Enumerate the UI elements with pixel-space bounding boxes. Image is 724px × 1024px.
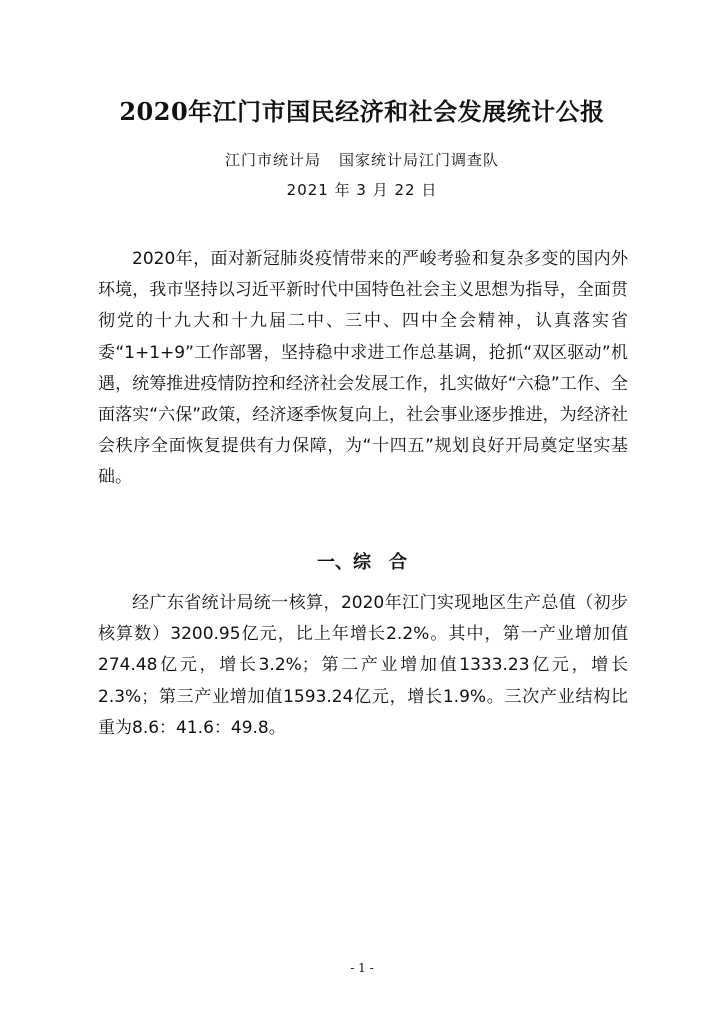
section-heading-overview: 一、综 合 <box>317 552 407 573</box>
overview-paragraph: 经广东省统计局统一核算，2020年江门实现地区生产总值（初步核算数）3200.95亿元，比上年增长2.2%。其中，第一产业增加值274.48亿元，增长3.2%；第二产业增加值1333.23亿元，增长2.3%；第三产业增加值1593.24亿元，增长1.9%。三次产业结构比重为8.6：41.6：49.8。 <box>98 593 628 738</box>
page-title: 2020年江门市国民经济和社会发展统计公报 <box>119 97 605 126</box>
agency-survey-team: 国家统计局江门调查队 <box>339 151 500 169</box>
intro-paragraph: 2020年，面对新冠肺炎疫情带来的严峻考验和复杂多变的国内外环境，我市坚持以习近平新时代中国特色社会主义思想为指导，全面贯彻党的十九大和十九届二中、三中、四中全会精神，认真落实省委“1+1+9”工作部署，坚持稳中求进工作总基调，抢抓“双区驱动”机遇，统筹推进疫情防控和经济社会发展工作，扎实做好“六稳”工作、全面落实“六保”政策，经济逐季恢复向上，社会事业逐步推进，为经济社会秩序全面恢复提供有力保障，为“十四五”规划良好开局奠定坚实基础。 <box>98 249 628 488</box>
page-number: - 1 - <box>350 961 374 975</box>
publish-date: 2021 年 3 月 22 日 <box>286 181 438 199</box>
agency-statistics-bureau: 江门市统计局 <box>224 151 321 169</box>
issuing-agencies <box>0 150 724 170</box>
